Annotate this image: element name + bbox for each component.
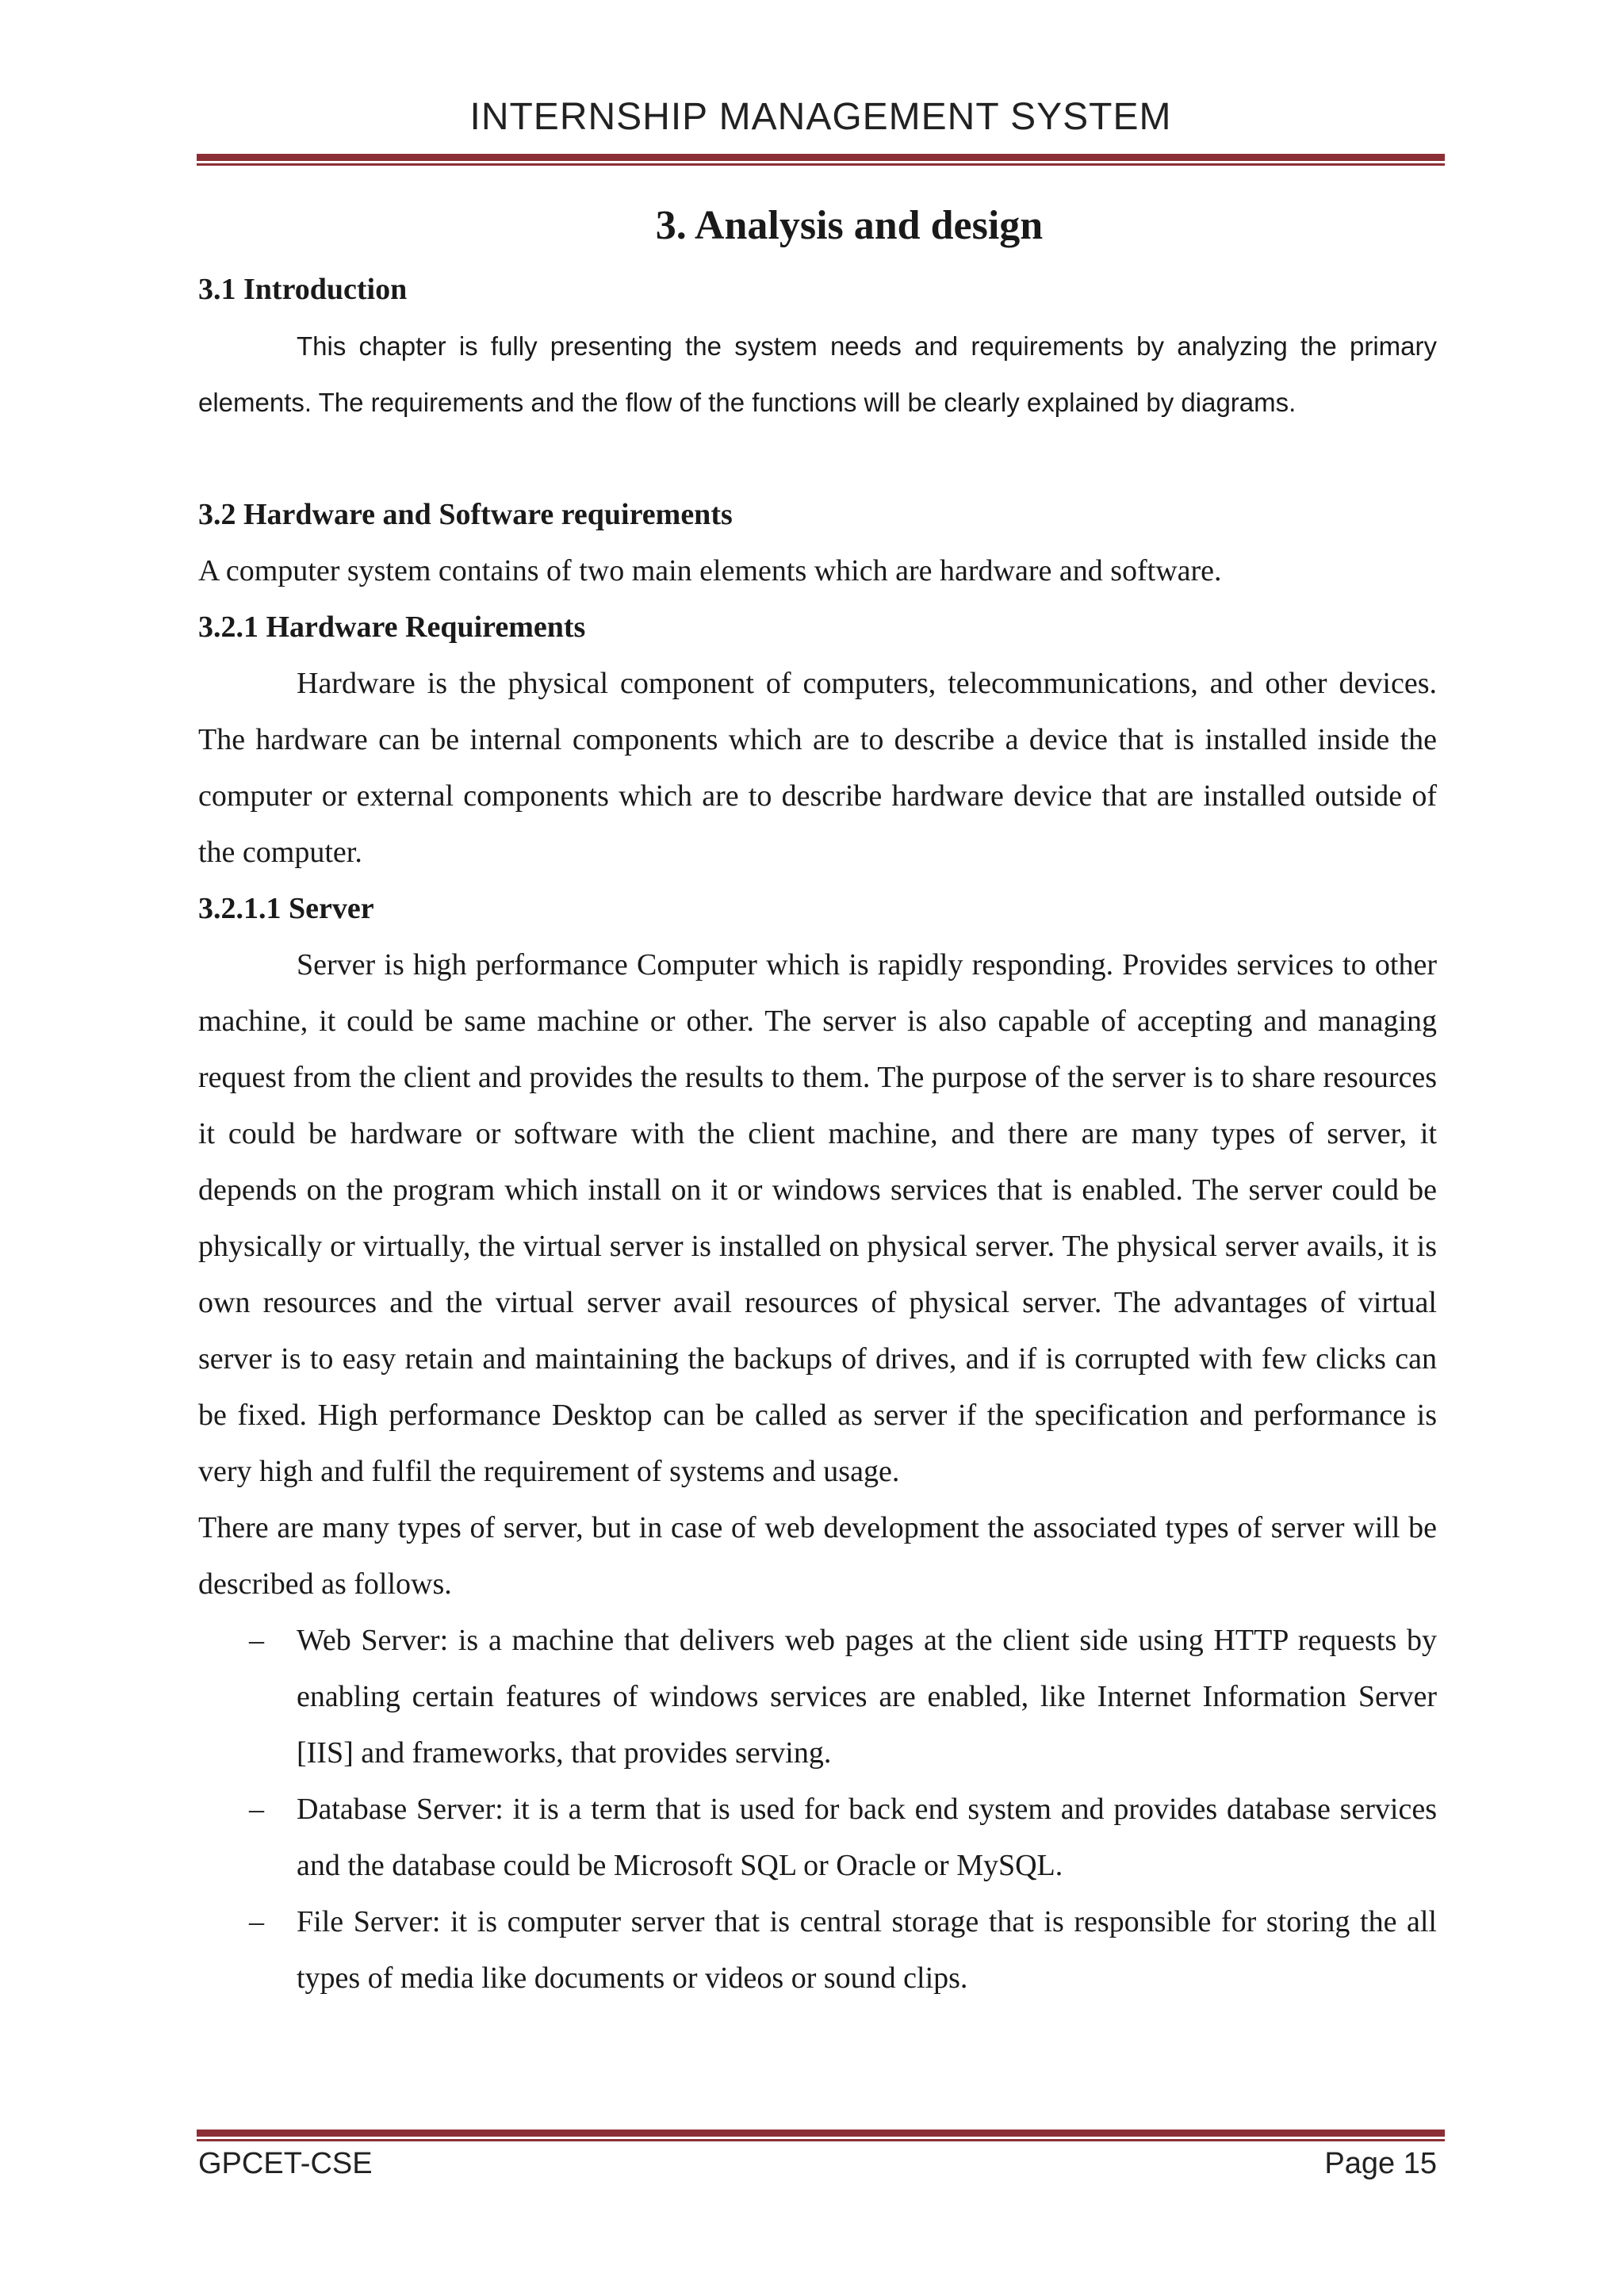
server-types-paragraph: There are many types of server, but in case of web development the associated types of server will be described as follows.	[198, 1511, 1437, 1601]
footer-rule	[197, 2130, 1445, 2141]
section-heading-hardware-software: 3.2 Hardware and Software requirements	[198, 498, 733, 531]
section-heading-introduction: 3.1 Introduction	[198, 273, 408, 306]
server-paragraph: Server is high performance Computer which is rapidly responding. Provides services to other machine, it could be same machine or other. The server is also capable of accepting and managing request from the client and provides the results to them. The purpose of the server is to share resources it could be hardware or software with the client machine, and there are many types of server, it depends on the program which install on it or windows services that is enabled. The server could be physically or virtually, the virtual server is installed on physical server. The physical server avails, it is own resources and the virtual server avail resources of physical server. The advantages of virtual server is to easy retain and maintaining the backups of drives, and if is corrupted with few clicks can be fixed. High performance Desktop can be called as server if the specification and performance is very high and fulfil the requirement of systems and usage.	[198, 948, 1437, 1488]
chapter-title: 3. Analysis and design	[655, 203, 1044, 248]
list-item-text: Database Server: it is a term that is used for back end system and provides database services and the database could be Microsoft SQL or Oracle or MySQL.	[297, 1793, 1437, 1882]
list-item-file-server	[198, 1894, 1437, 2007]
hardware-software-paragraph: A computer system contains of two main elements which are hardware and software.	[198, 554, 1222, 587]
list-item-database-server	[198, 1781, 1437, 1894]
bullet-dash: –	[249, 1624, 264, 1657]
bullet-dash: –	[249, 1905, 264, 1938]
hardware-paragraph: Hardware is the physical component of computers, telecommunications, and other devices. The hardware can be internal components which are to describe a device that is installed inside the computer or external components which are to describe hardware device that are installed outside of the computer.	[198, 667, 1437, 869]
section-heading-server: 3.2.1.1 Server	[198, 892, 374, 925]
footer-department: GPCET-CSE	[198, 2147, 373, 2180]
list-item-text: Web Server: is a machine that delivers web pages at the client side using HTTP requests by enabling certain features of windows services are enabled, like Internet Information Server [IIS] and frameworks, that provides serving.	[297, 1624, 1437, 1770]
server-types-list	[198, 1613, 1437, 2007]
header-rule	[197, 154, 1445, 166]
page-body	[198, 190, 1437, 2007]
bullet-dash: –	[249, 1793, 264, 1826]
running-header: INTERNSHIP MANAGEMENT SYSTEM	[469, 96, 1172, 138]
list-item-web-server	[198, 1613, 1437, 1781]
page-number: Page 15	[1324, 2147, 1437, 2180]
list-item-text: File Server: it is computer server that is central storage that is responsible for storing the all types of media like documents or videos or sound clips.	[297, 1905, 1437, 1995]
introduction-paragraph: This chapter is fully presenting the system needs and requirements by analyzing the primary elements. The requirements and the flow of the functions will be clearly explained by diagrams.	[198, 331, 1437, 417]
section-heading-hardware-requirements: 3.2.1 Hardware Requirements	[198, 610, 586, 644]
